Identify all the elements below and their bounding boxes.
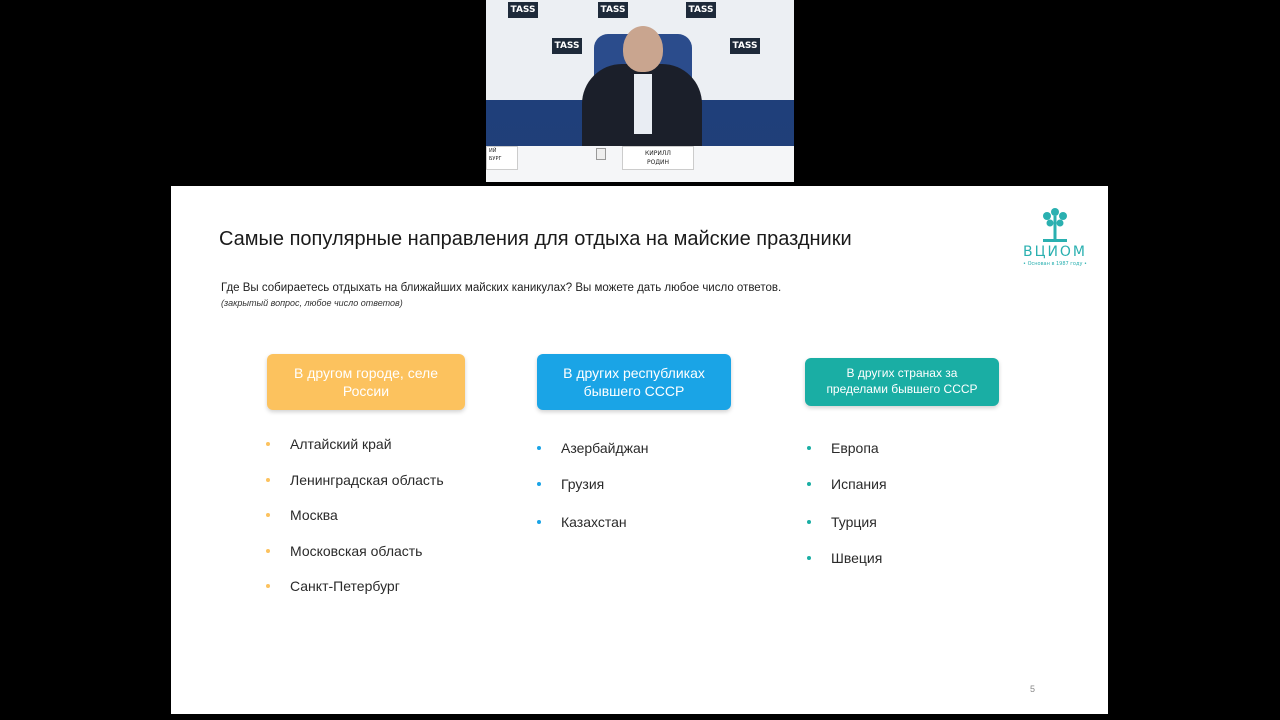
list-item — [266, 436, 444, 472]
bullet-icon — [266, 549, 270, 553]
tass-logo: TASS — [730, 38, 760, 54]
list-item — [807, 514, 887, 550]
destination-list-abroad — [807, 440, 887, 585]
bullet-icon — [807, 520, 811, 524]
presentation-slide — [171, 186, 1108, 714]
destination-list-russia — [266, 436, 444, 614]
survey-question: Где Вы собираетесь отдыхать на ближайших майских каникулах? Вы можете дать любое число ответов. — [221, 282, 782, 294]
list-item-label: Московская область — [290, 542, 423, 559]
tass-logo: TASS — [508, 2, 538, 18]
question-note: (закрытый вопрос, любое число ответов) — [221, 298, 403, 308]
list-item — [537, 476, 649, 512]
brand-name: ВЦИОМ — [1022, 244, 1088, 260]
list-item-label: Грузия — [561, 475, 605, 492]
list-item-label: Алтайский край — [290, 436, 392, 452]
tree-icon — [1035, 206, 1075, 246]
nameplate-first-name: КИРИЛЛ — [645, 150, 671, 157]
list-item — [537, 514, 649, 550]
list-item-label: Испания — [831, 475, 887, 492]
category-header-abroad — [805, 358, 999, 406]
slide-title: Самые популярные направления для отдыха на майские праздники — [219, 228, 852, 250]
header-line: пределами бывшего СССР — [826, 382, 978, 396]
list-item-label: Европа — [831, 440, 879, 456]
bullet-icon — [266, 513, 270, 517]
bullet-icon — [807, 556, 811, 560]
brand-since: • Основан в 1987 году • — [1023, 261, 1087, 267]
nameplate — [622, 146, 694, 170]
bullet-icon — [537, 446, 541, 450]
bullet-icon — [807, 482, 811, 486]
header-line: В других республиках — [563, 364, 705, 381]
vciom-logo — [1015, 206, 1095, 274]
list-item-label: Ленинградская область — [290, 471, 444, 488]
nameplate-left — [486, 146, 518, 170]
list-item — [807, 550, 887, 586]
page-number: 5 — [1030, 684, 1036, 694]
nameplate-left-line2: БУРГ — [489, 156, 502, 162]
list-item-label: Санкт-Петербург — [290, 578, 400, 594]
tass-logo: TASS — [552, 38, 582, 54]
list-item — [807, 440, 887, 476]
list-item-label: Азербайджан — [561, 440, 649, 456]
list-item-label: Турция — [831, 514, 877, 530]
list-item — [266, 543, 444, 579]
bullet-icon — [807, 446, 811, 450]
list-item — [266, 507, 444, 543]
category-header-ussr — [537, 354, 731, 410]
list-item-label: Швеция — [831, 549, 883, 566]
list-item-label: Москва — [290, 507, 338, 523]
bullet-icon — [537, 520, 541, 524]
tass-logo: TASS — [598, 2, 628, 18]
microphone — [596, 148, 606, 160]
bullet-icon — [266, 584, 270, 588]
list-item — [537, 440, 649, 476]
bullet-icon — [266, 442, 270, 446]
header-line: России — [342, 383, 390, 399]
nameplate-left-line1: ИЙ — [489, 148, 497, 154]
video-feed — [486, 0, 794, 182]
list-item — [807, 476, 887, 512]
nameplate-last-name: РОДИН — [646, 159, 670, 166]
list-item-label: Казахстан — [561, 514, 627, 530]
bullet-icon — [537, 482, 541, 486]
header-line: бывшего СССР — [583, 383, 685, 399]
speaker-head — [623, 26, 663, 72]
tass-logo: TASS — [686, 2, 716, 18]
category-header-russia — [267, 354, 465, 410]
speaker-shirt — [634, 74, 652, 134]
list-item — [266, 472, 444, 508]
header-line: В другом городе, селе — [294, 364, 438, 381]
bullet-icon — [266, 478, 270, 482]
header-line: В других странах за — [846, 366, 958, 381]
destination-list-ussr — [537, 440, 649, 550]
list-item — [266, 578, 444, 614]
